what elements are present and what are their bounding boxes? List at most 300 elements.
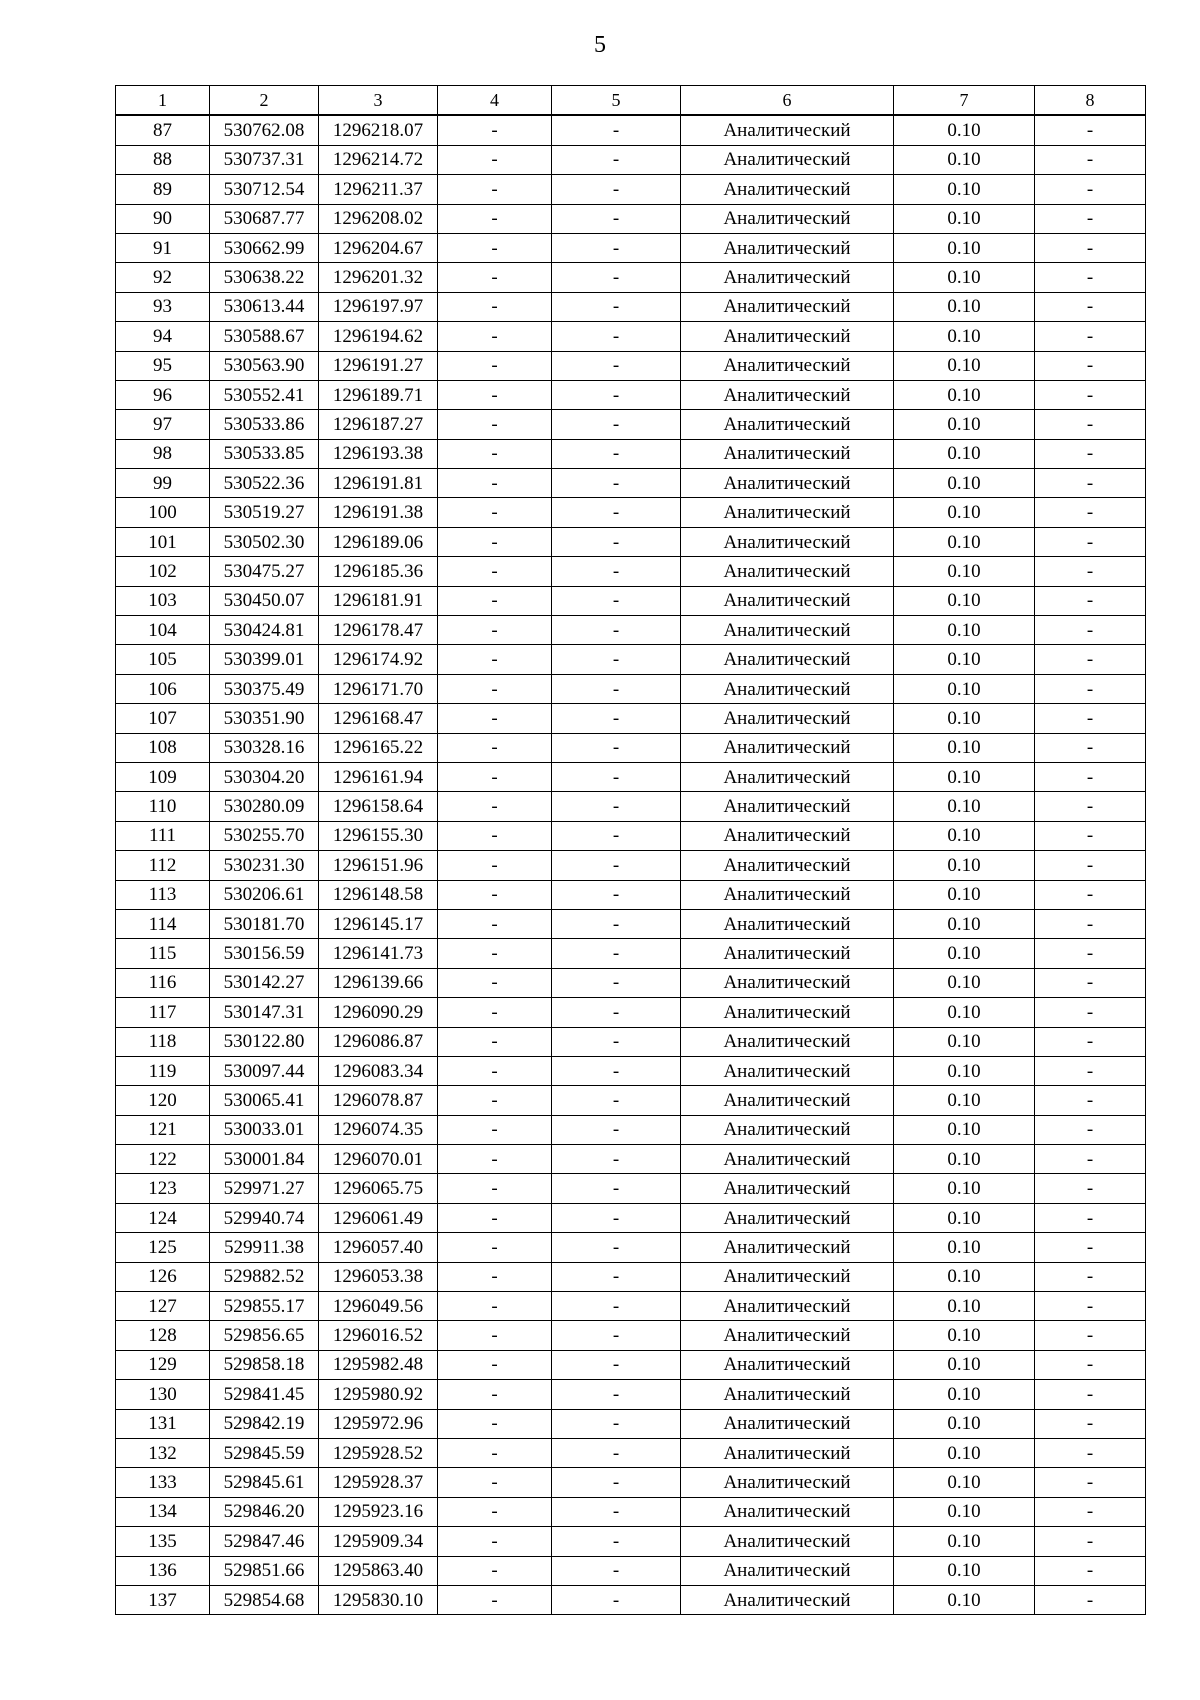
point-number-cell: 129: [116, 1350, 210, 1379]
table-row: [116, 616, 1146, 645]
column-5-cell: -: [552, 998, 681, 1027]
column-5-cell: -: [552, 733, 681, 762]
y-coordinate-cell: 1295928.37: [319, 1468, 438, 1497]
point-number-cell: 96: [116, 380, 210, 409]
accuracy-cell: 0.10: [894, 557, 1035, 586]
y-coordinate-cell: 1296061.49: [319, 1203, 438, 1232]
x-coordinate-cell: 530328.16: [210, 733, 319, 762]
x-coordinate-cell: 529846.20: [210, 1497, 319, 1526]
accuracy-cell: 0.10: [894, 1292, 1035, 1321]
point-number-cell: 112: [116, 851, 210, 880]
table-row: [116, 1380, 1146, 1409]
column-8-cell: -: [1035, 1174, 1146, 1203]
x-coordinate-cell: 529858.18: [210, 1350, 319, 1379]
method-cell: Аналитический: [681, 792, 894, 821]
point-number-cell: 107: [116, 704, 210, 733]
point-number-cell: 109: [116, 762, 210, 791]
table-row: [116, 351, 1146, 380]
column-4-cell: -: [438, 1262, 552, 1291]
column-8-cell: -: [1035, 322, 1146, 351]
x-coordinate-cell: 530065.41: [210, 1086, 319, 1115]
table-row: [116, 762, 1146, 791]
column-4-cell: -: [438, 968, 552, 997]
column-4-cell: -: [438, 1350, 552, 1379]
table-row: [116, 851, 1146, 880]
table-row: [116, 1556, 1146, 1585]
y-coordinate-cell: 1296139.66: [319, 968, 438, 997]
accuracy-cell: 0.10: [894, 733, 1035, 762]
point-number-cell: 95: [116, 351, 210, 380]
point-number-cell: 98: [116, 439, 210, 468]
y-coordinate-cell: 1296187.27: [319, 410, 438, 439]
column-8-cell: -: [1035, 1203, 1146, 1232]
method-cell: Аналитический: [681, 1086, 894, 1115]
y-coordinate-cell: 1296178.47: [319, 616, 438, 645]
column-5-cell: -: [552, 380, 681, 409]
column-8-cell: -: [1035, 204, 1146, 233]
y-coordinate-cell: 1296214.72: [319, 145, 438, 174]
table-row: [116, 115, 1146, 145]
x-coordinate-cell: 529940.74: [210, 1203, 319, 1232]
column-4-cell: -: [438, 821, 552, 850]
method-cell: Аналитический: [681, 380, 894, 409]
x-coordinate-cell: 530613.44: [210, 292, 319, 321]
point-number-cell: 101: [116, 527, 210, 556]
column-5-cell: -: [552, 880, 681, 909]
x-coordinate-cell: 529845.59: [210, 1438, 319, 1467]
point-number-cell: 123: [116, 1174, 210, 1203]
point-number-cell: 115: [116, 939, 210, 968]
method-cell: Аналитический: [681, 1556, 894, 1585]
accuracy-cell: 0.10: [894, 821, 1035, 850]
y-coordinate-cell: 1296197.97: [319, 292, 438, 321]
column-4-cell: -: [438, 939, 552, 968]
column-5-cell: -: [552, 233, 681, 262]
accuracy-cell: 0.10: [894, 968, 1035, 997]
x-coordinate-cell: 529855.17: [210, 1292, 319, 1321]
accuracy-cell: 0.10: [894, 1321, 1035, 1350]
table-row: [116, 233, 1146, 262]
column-4-cell: -: [438, 1380, 552, 1409]
column-8-cell: -: [1035, 115, 1146, 145]
column-8-cell: -: [1035, 821, 1146, 850]
column-4-cell: -: [438, 733, 552, 762]
column-5-cell: -: [552, 145, 681, 174]
accuracy-cell: 0.10: [894, 792, 1035, 821]
method-cell: Аналитический: [681, 851, 894, 880]
column-5-cell: -: [552, 1438, 681, 1467]
point-number-cell: 87: [116, 115, 210, 145]
column-4-cell: -: [438, 1233, 552, 1262]
column-4-cell: -: [438, 704, 552, 733]
column-8-cell: -: [1035, 527, 1146, 556]
column-8-cell: -: [1035, 469, 1146, 498]
column-8-cell: -: [1035, 1027, 1146, 1056]
column-header-8: 8: [1035, 86, 1146, 116]
table-row: [116, 704, 1146, 733]
column-5-cell: -: [552, 674, 681, 703]
point-number-cell: 92: [116, 263, 210, 292]
table-row: [116, 145, 1146, 174]
y-coordinate-cell: 1296065.75: [319, 1174, 438, 1203]
column-4-cell: -: [438, 1497, 552, 1526]
x-coordinate-cell: 530533.86: [210, 410, 319, 439]
point-number-cell: 135: [116, 1527, 210, 1556]
table-row: [116, 880, 1146, 909]
accuracy-cell: 0.10: [894, 1145, 1035, 1174]
column-8-cell: -: [1035, 1350, 1146, 1379]
column-8-cell: -: [1035, 851, 1146, 880]
table-row: [116, 1115, 1146, 1144]
method-cell: Аналитический: [681, 1115, 894, 1144]
x-coordinate-cell: 529971.27: [210, 1174, 319, 1203]
column-4-cell: -: [438, 586, 552, 615]
accuracy-cell: 0.10: [894, 1585, 1035, 1614]
accuracy-cell: 0.10: [894, 351, 1035, 380]
x-coordinate-cell: 530762.08: [210, 115, 319, 145]
point-number-cell: 132: [116, 1438, 210, 1467]
table-row: [116, 1233, 1146, 1262]
column-5-cell: -: [552, 1321, 681, 1350]
y-coordinate-cell: 1296218.07: [319, 115, 438, 145]
x-coordinate-cell: 530097.44: [210, 1056, 319, 1085]
y-coordinate-cell: 1295972.96: [319, 1409, 438, 1438]
method-cell: Аналитический: [681, 704, 894, 733]
accuracy-cell: 0.10: [894, 1409, 1035, 1438]
column-4-cell: -: [438, 233, 552, 262]
accuracy-cell: 0.10: [894, 233, 1035, 262]
method-cell: Аналитический: [681, 1174, 894, 1203]
column-4-cell: -: [438, 909, 552, 938]
accuracy-cell: 0.10: [894, 880, 1035, 909]
method-cell: Аналитический: [681, 439, 894, 468]
point-number-cell: 105: [116, 645, 210, 674]
column-8-cell: -: [1035, 1321, 1146, 1350]
accuracy-cell: 0.10: [894, 586, 1035, 615]
y-coordinate-cell: 1296148.58: [319, 880, 438, 909]
x-coordinate-cell: 530206.61: [210, 880, 319, 909]
y-coordinate-cell: 1296194.62: [319, 322, 438, 351]
y-coordinate-cell: 1296083.34: [319, 1056, 438, 1085]
y-coordinate-cell: 1295982.48: [319, 1350, 438, 1379]
table-row: [116, 1203, 1146, 1232]
method-cell: Аналитический: [681, 880, 894, 909]
column-4-cell: -: [438, 1056, 552, 1085]
column-5-cell: -: [552, 645, 681, 674]
table-row: [116, 1292, 1146, 1321]
column-4-cell: -: [438, 792, 552, 821]
y-coordinate-cell: 1295830.10: [319, 1585, 438, 1614]
method-cell: Аналитический: [681, 1497, 894, 1526]
accuracy-cell: 0.10: [894, 145, 1035, 174]
column-5-cell: -: [552, 1086, 681, 1115]
table-row: [116, 439, 1146, 468]
method-cell: Аналитический: [681, 410, 894, 439]
x-coordinate-cell: 530687.77: [210, 204, 319, 233]
x-coordinate-cell: 530563.90: [210, 351, 319, 380]
x-coordinate-cell: 530502.30: [210, 527, 319, 556]
column-5-cell: -: [552, 821, 681, 850]
table-row: [116, 1585, 1146, 1614]
y-coordinate-cell: 1296145.17: [319, 909, 438, 938]
x-coordinate-cell: 530351.90: [210, 704, 319, 733]
x-coordinate-cell: 530552.41: [210, 380, 319, 409]
column-header-7: 7: [894, 86, 1035, 116]
column-8-cell: -: [1035, 704, 1146, 733]
y-coordinate-cell: 1296174.92: [319, 645, 438, 674]
column-8-cell: -: [1035, 380, 1146, 409]
method-cell: Аналитический: [681, 616, 894, 645]
point-number-cell: 122: [116, 1145, 210, 1174]
column-4-cell: -: [438, 1321, 552, 1350]
column-5-cell: -: [552, 1145, 681, 1174]
column-8-cell: -: [1035, 1056, 1146, 1085]
column-5-cell: -: [552, 1292, 681, 1321]
y-coordinate-cell: 1296165.22: [319, 733, 438, 762]
page-number: 5: [594, 32, 606, 58]
accuracy-cell: 0.10: [894, 527, 1035, 556]
y-coordinate-cell: 1296049.56: [319, 1292, 438, 1321]
table-row: [116, 527, 1146, 556]
method-cell: Аналитический: [681, 233, 894, 262]
y-coordinate-cell: 1295980.92: [319, 1380, 438, 1409]
y-coordinate-cell: 1296074.35: [319, 1115, 438, 1144]
column-8-cell: -: [1035, 909, 1146, 938]
column-5-cell: -: [552, 939, 681, 968]
y-coordinate-cell: 1296161.94: [319, 762, 438, 791]
column-8-cell: -: [1035, 351, 1146, 380]
column-4-cell: -: [438, 1174, 552, 1203]
x-coordinate-cell: 530450.07: [210, 586, 319, 615]
column-4-cell: -: [438, 1468, 552, 1497]
table-row: [116, 586, 1146, 615]
method-cell: Аналитический: [681, 733, 894, 762]
point-number-cell: 121: [116, 1115, 210, 1144]
y-coordinate-cell: 1296141.73: [319, 939, 438, 968]
x-coordinate-cell: 530033.01: [210, 1115, 319, 1144]
column-5-cell: -: [552, 1174, 681, 1203]
column-4-cell: -: [438, 1203, 552, 1232]
column-header-3: 3: [319, 86, 438, 116]
column-5-cell: -: [552, 527, 681, 556]
column-5-cell: -: [552, 292, 681, 321]
column-8-cell: -: [1035, 998, 1146, 1027]
x-coordinate-cell: 530147.31: [210, 998, 319, 1027]
column-header-5: 5: [552, 86, 681, 116]
table-row: [116, 380, 1146, 409]
method-cell: Аналитический: [681, 586, 894, 615]
column-4-cell: -: [438, 674, 552, 703]
x-coordinate-cell: 530737.31: [210, 145, 319, 174]
accuracy-cell: 0.10: [894, 1468, 1035, 1497]
column-4-cell: -: [438, 1086, 552, 1115]
accuracy-cell: 0.10: [894, 1262, 1035, 1291]
column-4-cell: -: [438, 1027, 552, 1056]
accuracy-cell: 0.10: [894, 175, 1035, 204]
y-coordinate-cell: 1296208.02: [319, 204, 438, 233]
column-8-cell: -: [1035, 1380, 1146, 1409]
accuracy-cell: 0.10: [894, 115, 1035, 145]
column-4-cell: -: [438, 557, 552, 586]
column-5-cell: -: [552, 704, 681, 733]
point-number-cell: 126: [116, 1262, 210, 1291]
accuracy-cell: 0.10: [894, 469, 1035, 498]
point-number-cell: 90: [116, 204, 210, 233]
column-5-cell: -: [552, 851, 681, 880]
accuracy-cell: 0.10: [894, 1056, 1035, 1085]
y-coordinate-cell: 1296086.87: [319, 1027, 438, 1056]
accuracy-cell: 0.10: [894, 263, 1035, 292]
column-8-cell: -: [1035, 1527, 1146, 1556]
point-number-cell: 97: [116, 410, 210, 439]
accuracy-cell: 0.10: [894, 851, 1035, 880]
y-coordinate-cell: 1295909.34: [319, 1527, 438, 1556]
table-row: [116, 998, 1146, 1027]
column-4-cell: -: [438, 322, 552, 351]
column-header-4: 4: [438, 86, 552, 116]
column-4-cell: -: [438, 263, 552, 292]
table-row: [116, 1321, 1146, 1350]
x-coordinate-cell: 530475.27: [210, 557, 319, 586]
column-5-cell: -: [552, 1262, 681, 1291]
point-number-cell: 125: [116, 1233, 210, 1262]
point-number-cell: 103: [116, 586, 210, 615]
x-coordinate-cell: 529845.61: [210, 1468, 319, 1497]
table-body: [116, 115, 1146, 1614]
column-4-cell: -: [438, 645, 552, 674]
accuracy-cell: 0.10: [894, 1497, 1035, 1526]
column-4-cell: -: [438, 880, 552, 909]
column-5-cell: -: [552, 263, 681, 292]
column-5-cell: -: [552, 1468, 681, 1497]
method-cell: Аналитический: [681, 762, 894, 791]
accuracy-cell: 0.10: [894, 616, 1035, 645]
column-5-cell: -: [552, 586, 681, 615]
table-row: [116, 909, 1146, 938]
y-coordinate-cell: 1296181.91: [319, 586, 438, 615]
table-row: [116, 968, 1146, 997]
table-row: [116, 792, 1146, 821]
column-8-cell: -: [1035, 263, 1146, 292]
table-row: [116, 1027, 1146, 1056]
point-number-cell: 130: [116, 1380, 210, 1409]
method-cell: Аналитический: [681, 175, 894, 204]
point-number-cell: 131: [116, 1409, 210, 1438]
accuracy-cell: 0.10: [894, 1380, 1035, 1409]
column-8-cell: -: [1035, 586, 1146, 615]
accuracy-cell: 0.10: [894, 909, 1035, 938]
table-row: [116, 557, 1146, 586]
accuracy-cell: 0.10: [894, 674, 1035, 703]
column-5-cell: -: [552, 175, 681, 204]
column-8-cell: -: [1035, 292, 1146, 321]
y-coordinate-cell: 1296171.70: [319, 674, 438, 703]
column-8-cell: -: [1035, 880, 1146, 909]
column-4-cell: -: [438, 145, 552, 174]
column-4-cell: -: [438, 1409, 552, 1438]
column-4-cell: -: [438, 1527, 552, 1556]
point-number-cell: 127: [116, 1292, 210, 1321]
method-cell: Аналитический: [681, 1321, 894, 1350]
table-row: [116, 322, 1146, 351]
column-header-2: 2: [210, 86, 319, 116]
method-cell: Аналитический: [681, 1468, 894, 1497]
table-row: [116, 674, 1146, 703]
y-coordinate-cell: 1296151.96: [319, 851, 438, 880]
accuracy-cell: 0.10: [894, 410, 1035, 439]
method-cell: Аналитический: [681, 1380, 894, 1409]
column-5-cell: -: [552, 762, 681, 791]
point-number-cell: 134: [116, 1497, 210, 1526]
x-coordinate-cell: 530638.22: [210, 263, 319, 292]
column-4-cell: -: [438, 1556, 552, 1585]
point-number-cell: 113: [116, 880, 210, 909]
method-cell: Аналитический: [681, 939, 894, 968]
column-4-cell: -: [438, 616, 552, 645]
y-coordinate-cell: 1295928.52: [319, 1438, 438, 1467]
column-5-cell: -: [552, 498, 681, 527]
column-8-cell: -: [1035, 1468, 1146, 1497]
column-5-cell: -: [552, 204, 681, 233]
method-cell: Аналитический: [681, 674, 894, 703]
y-coordinate-cell: 1296211.37: [319, 175, 438, 204]
method-cell: Аналитический: [681, 527, 894, 556]
x-coordinate-cell: 529882.52: [210, 1262, 319, 1291]
y-coordinate-cell: 1296189.06: [319, 527, 438, 556]
table-row: [116, 263, 1146, 292]
accuracy-cell: 0.10: [894, 204, 1035, 233]
point-number-cell: 99: [116, 469, 210, 498]
method-cell: Аналитический: [681, 1262, 894, 1291]
column-4-cell: -: [438, 1585, 552, 1614]
x-coordinate-cell: 529841.45: [210, 1380, 319, 1409]
column-5-cell: -: [552, 351, 681, 380]
table-row: [116, 1497, 1146, 1526]
point-number-cell: 100: [116, 498, 210, 527]
x-coordinate-cell: 530424.81: [210, 616, 319, 645]
column-8-cell: -: [1035, 1115, 1146, 1144]
table-row: [116, 1145, 1146, 1174]
x-coordinate-cell: 529851.66: [210, 1556, 319, 1585]
accuracy-cell: 0.10: [894, 998, 1035, 1027]
table-row: [116, 1174, 1146, 1203]
x-coordinate-cell: 530399.01: [210, 645, 319, 674]
table-header: [116, 86, 1146, 116]
x-coordinate-cell: 530255.70: [210, 821, 319, 850]
column-4-cell: -: [438, 762, 552, 791]
column-4-cell: -: [438, 439, 552, 468]
point-number-cell: 136: [116, 1556, 210, 1585]
method-cell: Аналитический: [681, 469, 894, 498]
y-coordinate-cell: 1296191.27: [319, 351, 438, 380]
table-row: [116, 1086, 1146, 1115]
x-coordinate-cell: 529911.38: [210, 1233, 319, 1262]
accuracy-cell: 0.10: [894, 1233, 1035, 1262]
column-5-cell: -: [552, 1350, 681, 1379]
accuracy-cell: 0.10: [894, 1115, 1035, 1144]
method-cell: Аналитический: [681, 263, 894, 292]
method-cell: Аналитический: [681, 968, 894, 997]
point-number-cell: 106: [116, 674, 210, 703]
column-5-cell: -: [552, 439, 681, 468]
accuracy-cell: 0.10: [894, 498, 1035, 527]
y-coordinate-cell: 1296053.38: [319, 1262, 438, 1291]
accuracy-cell: 0.10: [894, 939, 1035, 968]
column-8-cell: -: [1035, 498, 1146, 527]
method-cell: Аналитический: [681, 1350, 894, 1379]
point-number-cell: 118: [116, 1027, 210, 1056]
accuracy-cell: 0.10: [894, 1027, 1035, 1056]
